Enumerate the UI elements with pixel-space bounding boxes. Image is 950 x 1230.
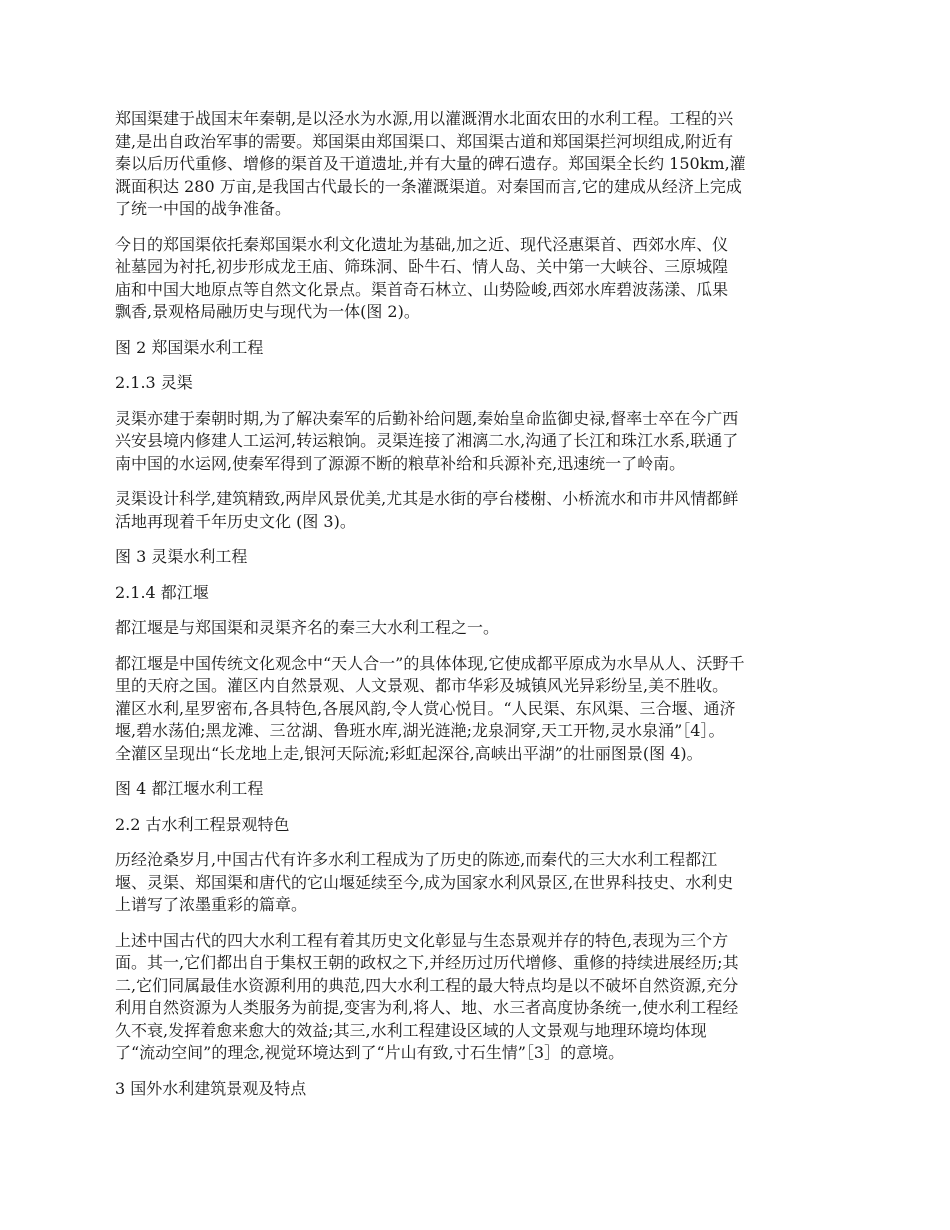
text-line: 灵渠设计科学,建筑精致,两岸风景优美,尤其是水街的亭台楼榭、小桥流水和市井风情都鲜: [115, 489, 739, 508]
text-line: 活地再现着千年历史文化 (图 3)。: [115, 511, 356, 531]
text-line: 堰、灵渠、郑国渠和唐代的它山堰延续至今,成为国家水利风景区,在世界科技史、水利史: [115, 872, 734, 892]
text-line: 利用自然资源为人类服务为前提,变害为利,将人、地、水三者高度协条统一,使水利工程经: [115, 998, 739, 1017]
section-heading: [115, 1078, 838, 1101]
text-line: 2.1.3 灵渠: [115, 373, 193, 392]
text-line: 祉墓园为衬托,初步形成龙王庙、筛珠洞、卧牛石、情人岛、关中第一大峡谷、三原城隍: [115, 257, 729, 276]
block-2: [115, 234, 838, 324]
block-9: [115, 617, 838, 640]
section-heading: [115, 582, 838, 605]
section-heading: [115, 814, 838, 837]
block-10: [115, 653, 838, 766]
text-line: 二,它们同属最佳水资源利用的典范,四大水利工程的最大特点均是以不破坏自然资源,充分: [115, 975, 739, 995]
text-line: 上述中国古代的四大水利工程有着其历史文化彰显与生态景观并存的特色,表现为三个方: [115, 930, 729, 950]
text-line: 了统一中国的战争准备。: [115, 199, 292, 218]
text-line: 全灌区呈现出“长龙地上走,银河天际流;彩虹起深谷,高峡出平湖”的壮丽图景(图 4)。: [115, 743, 703, 763]
text-line: 建,是出自政治军事的需要。郑国渠由郑国渠口、郑国渠古道和郑国渠拦河坝组成,附近有: [115, 131, 734, 151]
text-line: 堰,碧水荡伯;黑龙滩、三岔湖、鲁班水库,湖光涟滟;龙泉洞穿,天工开物,灵水泉涌”［4］。: [115, 721, 725, 740]
text-line: 2.2 古水利工程景观特色: [115, 814, 290, 834]
block-5: [115, 408, 838, 476]
text-line: 都江堰是中国传统文化观念中“天人合一”的具体体现,它使成都平原成为水旱从人、沃野千: [115, 653, 745, 673]
figure-caption: [115, 778, 838, 801]
text-line: 久不衰,发挥着愈来愈大的效益;其三,水利工程建设区域的人文景观与地理环境均体现: [115, 1020, 707, 1040]
text-line: 今日的郑国渠依托秦郑国渠水利文化遗址为基础,加之近、现代泾惠渠首、西郊水库、仪: [115, 234, 729, 254]
text-line: 图 3 灵渠水利工程: [115, 547, 248, 566]
text-line: 里的天府之国。灌区内自然景观、人文景观、都市华彩及城镇风光异彩纷呈,美不胜收。: [115, 676, 729, 695]
block-6: [115, 488, 838, 533]
text-line: 秦以后历代重修、增修的渠首及干道遗址,并有大量的碑石遗存。郑国渠全长约 150km,灌: [115, 154, 746, 173]
text-line: 灵渠亦建于秦朝时期,为了解决秦军的后勤补给问题,秦始皇命监御史禄,督率士卒在今广西: [115, 408, 739, 428]
text-line: 图 4 都江堰水利工程: [115, 779, 264, 798]
text-line: 灌区水利,星罗密布,各具特色,各展风韵,令人赏心悦目。“人民渠、东风渠、三合堰、通济: [115, 698, 736, 718]
text-line: 图 2 郑国渠水利工程: [115, 337, 264, 357]
text-line: 历经沧桑岁月,中国古代有许多水利工程成为了历史的陈迹,而秦代的三大水利工程都江: [115, 850, 718, 869]
block-1: [115, 108, 838, 221]
text-line: 2.1.4 都江堰: [115, 582, 209, 602]
section-heading: [115, 372, 838, 395]
figure-caption: [115, 337, 838, 360]
text-line: 飘香,景观格局融历史与现代为一体(图 2)。: [115, 302, 420, 321]
figure-caption: [115, 546, 838, 569]
text-line: 都江堰是与郑国渠和灵渠齐名的秦三大水利工程之一。: [115, 618, 500, 637]
text-line: 溉面积达 280 万亩,是我国古代最长的一条灌溉渠道。对秦国而言,它的建成从经济上完成: [115, 176, 742, 196]
text-line: 兴安县境内修建人工运河,转运粮饷。灵渠连接了湘漓二水,沟通了长江和珠江水系,联通了: [115, 431, 739, 450]
text-line: 郑国渠建于战国末年秦朝,是以泾水为水源,用以灌溉渭水北面农田的水利工程。工程的兴: [115, 109, 734, 128]
text-line: 面。其一,它们都出自于集权王朝的政权之下,并经历过历代增修、重修的持续进展经历;其: [115, 953, 739, 972]
text-line: 上谱写了浓墨重彩的篇章。: [115, 895, 308, 914]
text-line: 3 国外水利建筑景观及特点: [115, 1078, 307, 1098]
text-line: 庙和中国大地原点等自然文化景点。渠首奇石林立、山势险峻,西郊水库碧波荡漾、瓜果: [115, 279, 729, 299]
block-13: [115, 849, 838, 917]
text-line: 了“流动空间”的理念,视觉环境达到了“片山有致,寸石生情”［3］的意境。: [115, 1043, 625, 1062]
text-line: 南中国的水运网,使秦军得到了源源不断的粮草补给和兵源补充,迅速统一了岭南。: [115, 453, 686, 473]
block-14: [115, 930, 838, 1065]
